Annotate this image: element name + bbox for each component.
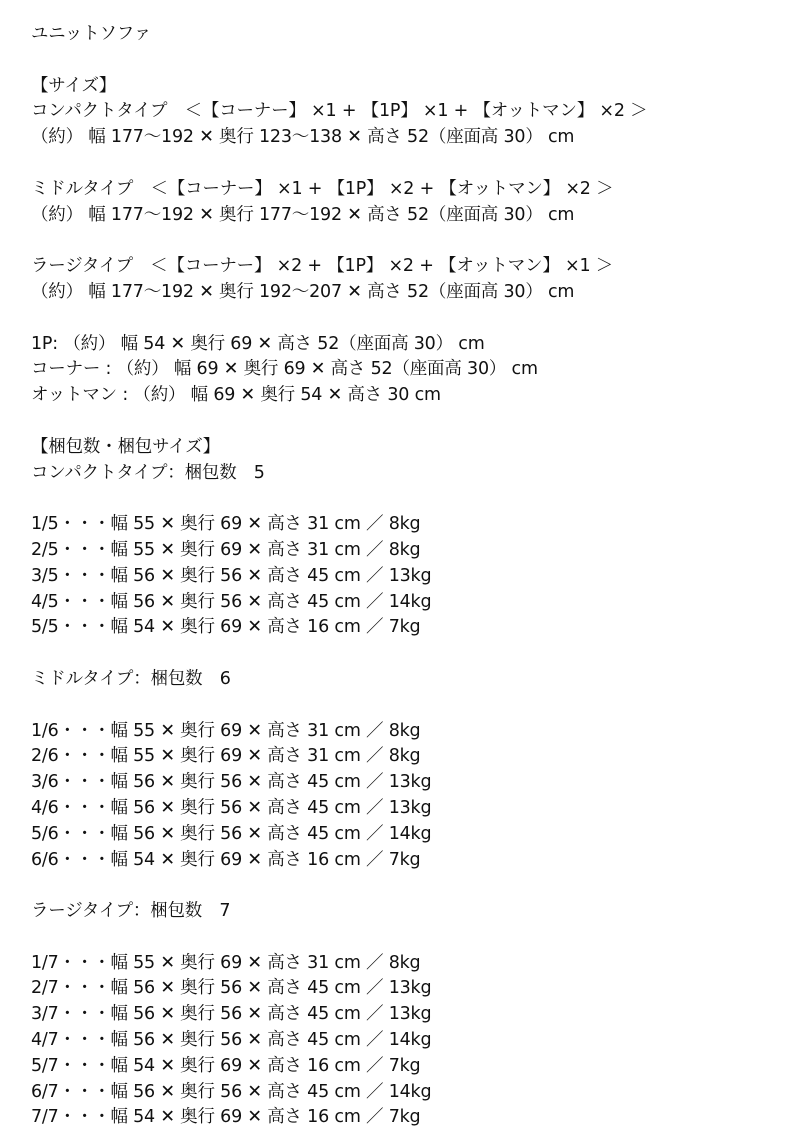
compact-packing-header: コンパクトタイプ：梱包数 5 bbox=[31, 462, 265, 483]
spacer bbox=[31, 486, 791, 512]
spacer bbox=[31, 48, 791, 74]
middle-type-dimensions: （約） 幅 177〜192 ✕ 奥行 177〜192 ✕ 高さ 52（座面高 30） cm bbox=[31, 204, 575, 225]
spacer bbox=[31, 693, 791, 719]
large-type-header: ラージタイプ ＜【コーナー】 ×2 + 【1P】 ×2 + 【オットマン】 ×1 ＞ bbox=[31, 256, 614, 277]
large-type-dimensions: （約） 幅 177〜192 ✕ 奥行 192〜207 ✕ 高さ 52（座面高 30） cm bbox=[31, 281, 575, 302]
compact-type-header: コンパクトタイプ ＜【コーナー】 ×1 + 【1P】 ×1 + 【オットマン】 ×2 ＞ bbox=[31, 101, 648, 122]
packing-line: 2/6・・・幅 55 ✕ 奥行 69 ✕ 高さ 31 cm ／ 8kg bbox=[31, 746, 421, 767]
packing-line: 3/7・・・幅 56 ✕ 奥行 56 ✕ 高さ 45 cm ／ 13kg bbox=[31, 1004, 432, 1025]
large-packing-header: ラージタイプ：梱包数 7 bbox=[31, 901, 231, 922]
packing-line: 2/7・・・幅 56 ✕ 奥行 56 ✕ 高さ 45 cm ／ 13kg bbox=[31, 978, 432, 999]
packing-line: 1/7・・・幅 55 ✕ 奥行 69 ✕ 高さ 31 cm ／ 8kg bbox=[31, 952, 421, 973]
middle-type-header: ミドルタイプ ＜【コーナー】 ×1 + 【1P】 ×2 + 【オットマン】 ×2 ＞ bbox=[31, 178, 614, 199]
packing-line: 5/6・・・幅 56 ✕ 奥行 56 ✕ 高さ 45 cm ／ 14kg bbox=[31, 823, 432, 844]
middle-packing-header: ミドルタイプ：梱包数 6 bbox=[31, 668, 231, 689]
packing-line: 4/6・・・幅 56 ✕ 奥行 56 ✕ 高さ 45 cm ／ 13kg bbox=[31, 797, 432, 818]
product-spec-document bbox=[31, 22, 791, 1131]
packing-line: 1/5・・・幅 55 ✕ 奥行 69 ✕ 高さ 31 cm ／ 8kg bbox=[31, 514, 421, 535]
packing-line: 6/7・・・幅 56 ✕ 奥行 56 ✕ 高さ 45 cm ／ 14kg bbox=[31, 1081, 432, 1102]
packing-line: 2/5・・・幅 55 ✕ 奥行 69 ✕ 高さ 31 cm ／ 8kg bbox=[31, 539, 421, 560]
spacer bbox=[31, 925, 791, 951]
packing-line: 6/6・・・幅 54 ✕ 奥行 69 ✕ 高さ 16 cm ／ 7kg bbox=[31, 849, 421, 870]
packing-line: 5/7・・・幅 54 ✕ 奥行 69 ✕ 高さ 16 cm ／ 7kg bbox=[31, 1055, 421, 1076]
spacer bbox=[31, 409, 791, 435]
packing-line: 1/6・・・幅 55 ✕ 奥行 69 ✕ 高さ 31 cm ／ 8kg bbox=[31, 720, 421, 741]
spacer bbox=[31, 641, 791, 667]
spacer bbox=[31, 228, 791, 254]
unit-1p-dimensions: 1P: （約） 幅 54 ✕ 奥行 69 ✕ 高さ 52（座面高 30） cm bbox=[31, 333, 485, 354]
packing-line: 3/5・・・幅 56 ✕ 奥行 56 ✕ 高さ 45 cm ／ 13kg bbox=[31, 565, 432, 586]
unit-ottoman-dimensions: オットマン : （約） 幅 69 ✕ 奥行 54 ✕ 高さ 30 cm bbox=[31, 385, 441, 406]
compact-type-dimensions: （約） 幅 177〜192 ✕ 奥行 123〜138 ✕ 高さ 52（座面高 30） cm bbox=[31, 127, 575, 148]
packing-heading: 【梱包数・梱包サイズ】 bbox=[31, 436, 220, 457]
spacer bbox=[31, 306, 791, 332]
spacer bbox=[31, 151, 791, 177]
size-heading: 【サイズ】 bbox=[31, 75, 117, 96]
packing-line: 4/7・・・幅 56 ✕ 奥行 56 ✕ 高さ 45 cm ／ 14kg bbox=[31, 1030, 432, 1051]
packing-line: 7/7・・・幅 54 ✕ 奥行 69 ✕ 高さ 16 cm ／ 7kg bbox=[31, 1107, 421, 1128]
packing-line: 3/6・・・幅 56 ✕ 奥行 56 ✕ 高さ 45 cm ／ 13kg bbox=[31, 772, 432, 793]
packing-line: 4/5・・・幅 56 ✕ 奥行 56 ✕ 高さ 45 cm ／ 14kg bbox=[31, 591, 432, 612]
document-title: ユニットソファ bbox=[31, 24, 152, 44]
spacer bbox=[31, 873, 791, 899]
unit-corner-dimensions: コーナー : （約） 幅 69 ✕ 奥行 69 ✕ 高さ 52（座面高 30） cm bbox=[31, 359, 538, 380]
packing-line: 5/5・・・幅 54 ✕ 奥行 69 ✕ 高さ 16 cm ／ 7kg bbox=[31, 617, 421, 638]
